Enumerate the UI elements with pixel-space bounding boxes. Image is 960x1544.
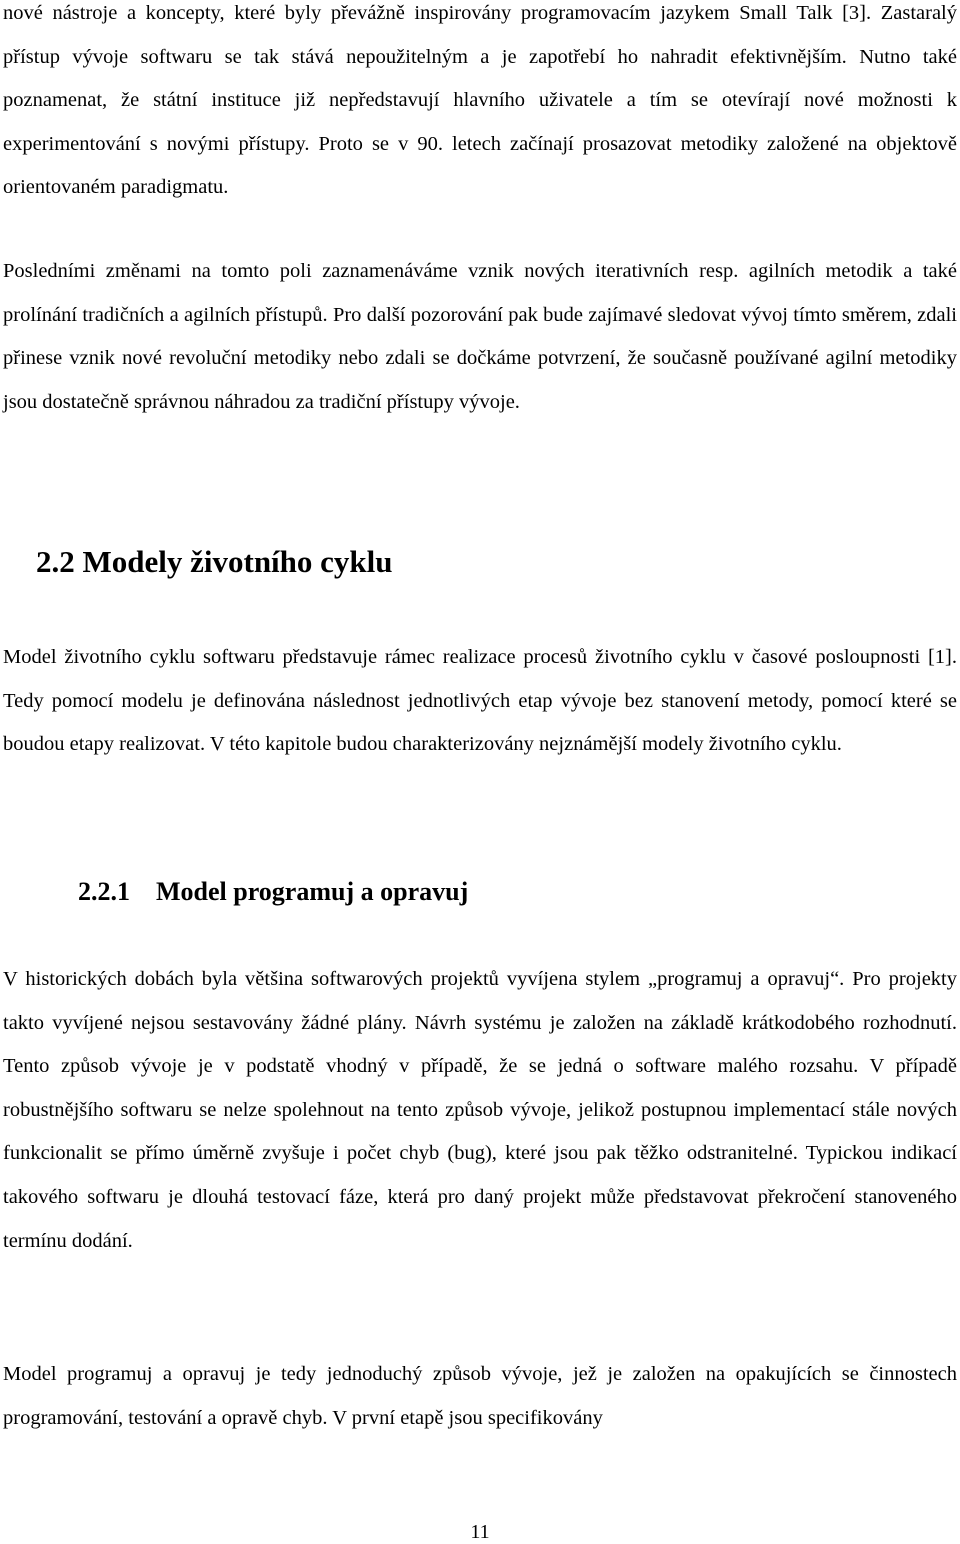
page-number: 11 (470, 1521, 490, 1543)
subsection-heading-code-and-fix (78, 874, 468, 910)
section-heading-life-cycle-models: 2.2 Modely životního cyklu (36, 544, 393, 579)
paragraph-life-cycle-definition: Model životního cyklu softwaru představuje rámec realizace procesů životního cyklu v časové posloupnosti [1]. Tedy pomocí modelu je definována následnost jednotlivých etap vývoje bez stanovení metody, pomocí které se boudou etapy realizovat. V této kapitole budou charakterizovány nejznámější modely životního cyklu. (3, 646, 957, 756)
subsection-title: Model programuj a opravuj (156, 877, 469, 906)
paragraph-intro-continuation: nové nástroje a koncepty, které byly převážně inspirovány programovacím jazykem Small Talk [3]. Zastaralý přístup vývoje softwaru se tak stává nepoužitelným a je zapotřebí ho nahradit efektivnějším. Nutno také poznamenat, že státní instituce již nepředstavují hlavního uživatele a tím se otevírají nové možnosti k experimentování s novými přístupy. Proto se v 90. letech začínají prosazovat metodiky založené na objektově orientovaném paradigmatu. (3, 2, 957, 199)
paragraph-code-and-fix-history: V historických dobách byla většina softwarových projektů vyvíjena stylem „programuj a opravuj“. Pro projekty takto vyvíjené nejsou sestavovány žádné plány. Návrh systému je založen na základě krátkodobého rozhodnutí. Tento způsob vývoje je v podstatě vhodný v případě, že se jedná o software malého rozsahu. V případě robustnějšího softwaru se nelze spolehnout na tento způsob vývoje, jelikož postupnou implementací stále nových funkcionalit se přímo úměrně zvyšuje i počet chyb (bug), které jsou pak těžko odstranitelné. Typickou indikací takového softwaru je dlouhá testovací fáze, která pro daný projekt může představovat překročení stanoveného termínu dodání. (3, 968, 957, 1252)
paragraph-recent-changes: Posledními změnami na tomto poli zaznamenáváme vznik nových iterativních resp. agilních metodik a také prolínání tradičních a agilních přístupů. Pro další pozorování pak bude zajímavé sledovat vývoj tímto směrem, zdali přinese vznik nové revoluční metodiky nebo zdali se dočkáme potvrzení, že současně používané agilní metodiky jsou dostatečně správnou náhradou za tradiční přístupy vývoje. (3, 260, 957, 413)
paragraph-code-and-fix-summary: Model programuj a opravuj je tedy jednoduchý způsob vývoje, jež je založen na opakujících se činnostech programování, testování a opravě chyb. V první etapě jsou specifikovány (3, 1363, 957, 1429)
subsection-number: 2.2.1 (78, 877, 130, 906)
